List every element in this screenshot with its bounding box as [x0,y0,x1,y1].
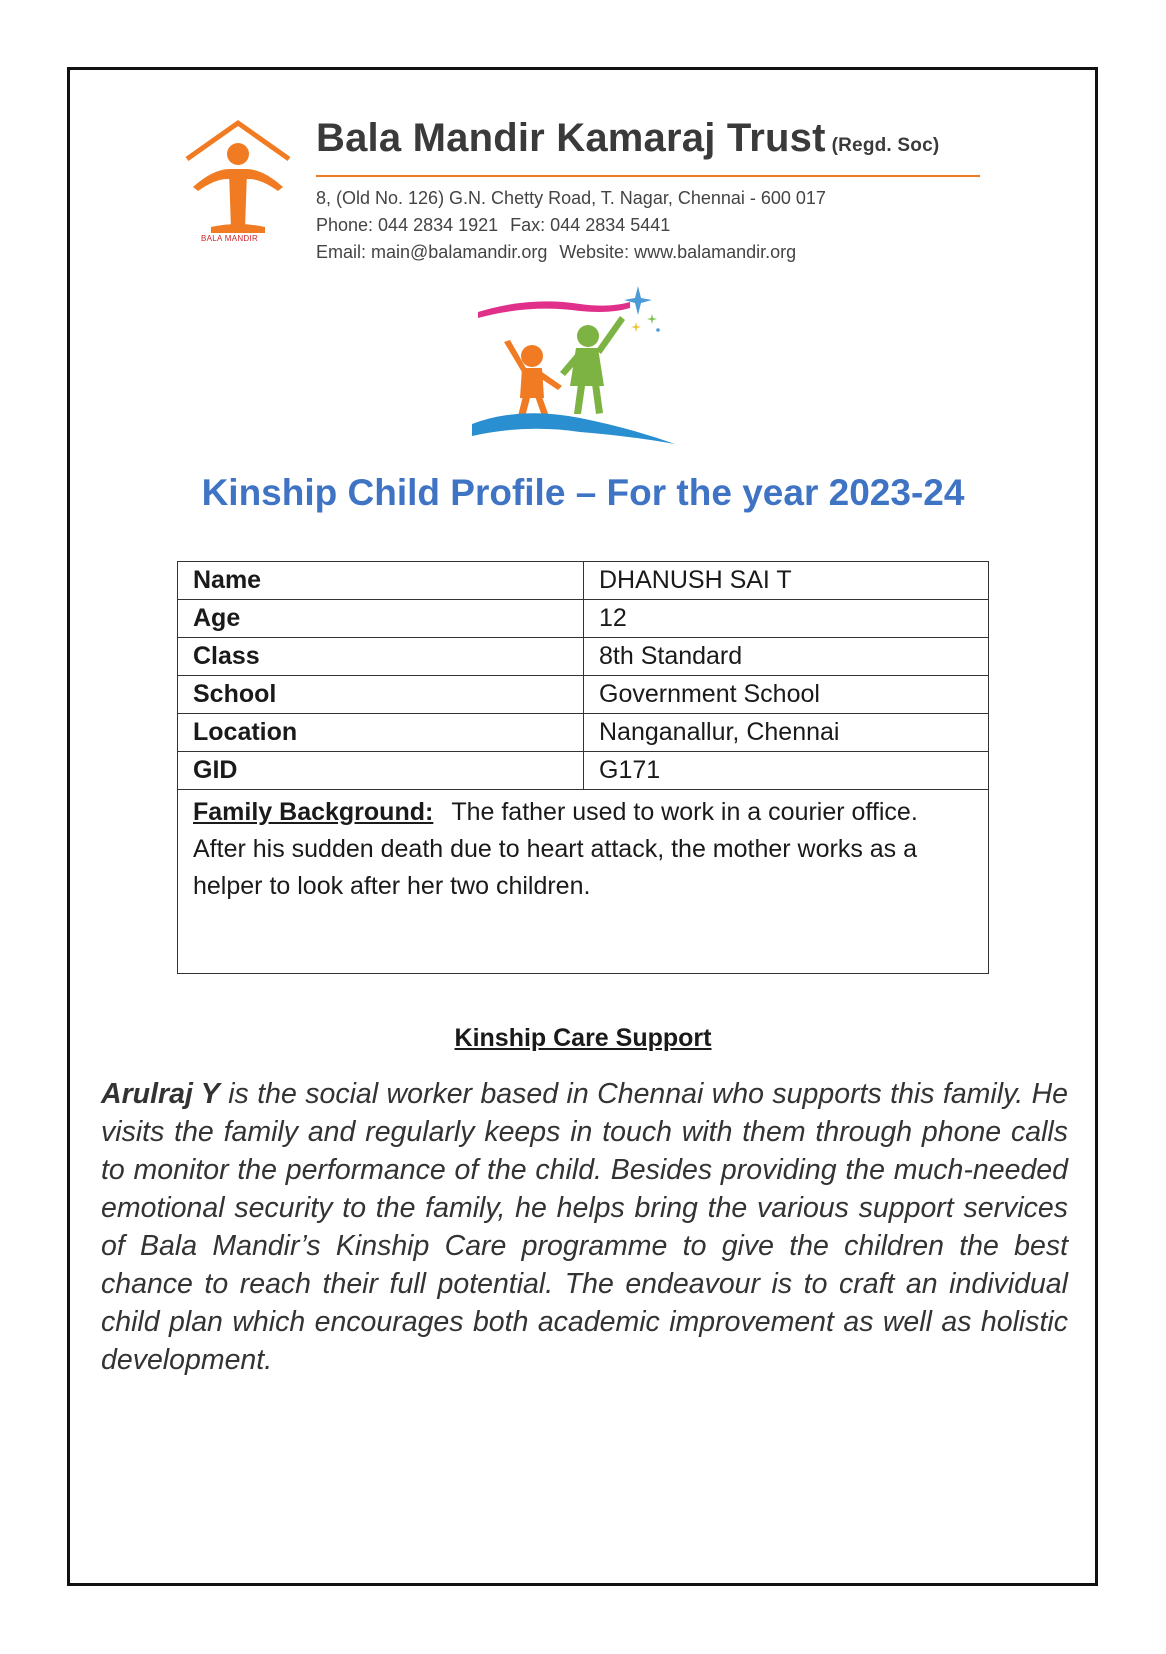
location-value: Nanganallur, Chennai [584,714,989,752]
class-label: Class [178,638,584,676]
gid-label: GID [178,752,584,790]
family-background-text: The father used to work in a courier office. After his sudden death due to heart attack, the mother works as a helper to look after her two children. [193,798,918,900]
letterhead-text [316,112,986,266]
class-value: 8th Standard [584,638,989,676]
table-row [178,676,989,714]
org-suffix: (Regd. Soc) [831,135,940,156]
school-label: School [178,676,584,714]
org-email-web-line [316,239,986,266]
family-background-cell [178,790,989,974]
page-title: Kinship Child Profile – For the year 2023-24 [201,472,965,513]
logo-caption: BALA MANDIR [201,234,259,243]
table-row [178,790,989,974]
kinship-care-support-heading: Kinship Care Support [454,1024,712,1052]
orange-child-figure [504,340,562,425]
support-paragraph [101,1075,1068,1379]
table-row [178,752,989,790]
name-value: DHANUSH SAI T [584,562,989,600]
family-background-label: Family Background: [193,798,434,826]
table-row [178,714,989,752]
gid-value: G171 [584,752,989,790]
org-phone-fax-line [316,212,986,239]
table-row [178,600,989,638]
sparkle-icon [624,286,660,332]
social-worker-name: Arulraj Y [101,1078,220,1110]
support-paragraph-text: is the social worker based in Chennai who supports this family. He visits the family and regularly keeps in touch with them through phone calls to monitor the performance of the child. Besides providing the much-needed emotional security to the family, he helps bring the various support services of Bala Mandir’s Kinship Care programme to give the children the best chance to reach their full potential. The endeavour is to craft an individual child plan which encourages both academic improvement as well as holistic development. [101,1078,1068,1376]
org-fax: Fax: 044 2834 5441 [510,215,671,235]
table-row [178,562,989,600]
green-child-figure [560,316,625,414]
age-value: 12 [584,600,989,638]
org-name: Bala Mandir Kamaraj Trust [316,116,826,160]
org-email[interactable]: Email: main@balamandir.org [316,242,548,262]
org-phone: Phone: 044 2834 1921 [316,215,499,235]
age-label: Age [178,600,584,638]
letterhead [183,112,983,262]
kinship-emblem-illustration [470,286,700,451]
school-value: Government School [584,676,989,714]
org-website[interactable]: Website: www.balamandir.org [559,242,797,262]
org-name-line [316,112,986,172]
child-profile-table [177,561,989,974]
location-label: Location [178,714,584,752]
name-label: Name [178,562,584,600]
table-row [178,638,989,676]
letterhead-rule [316,175,980,177]
org-address: 8, (Old No. 126) G.N. Chetty Road, T. Nagar, Chennai - 600 017 [316,188,826,208]
